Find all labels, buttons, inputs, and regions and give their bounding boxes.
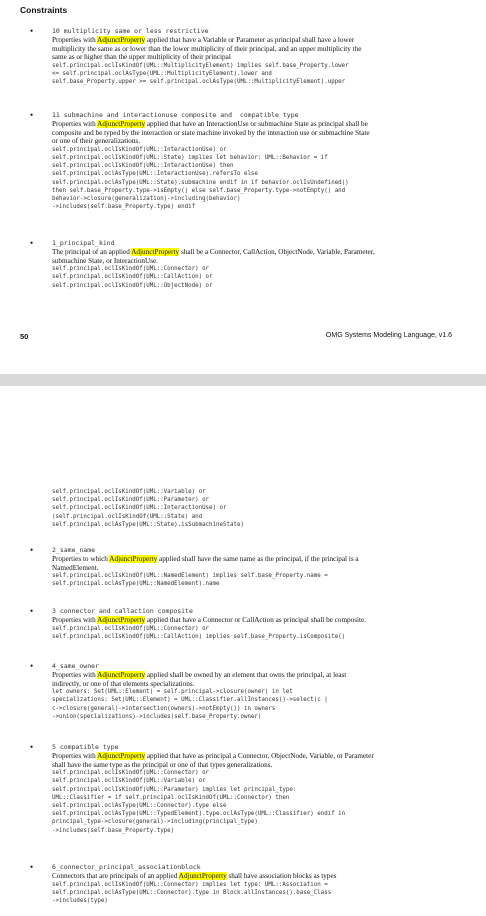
page-number: 50	[20, 332, 29, 341]
bullet: •	[30, 110, 34, 120]
bullet: •	[30, 606, 34, 616]
ocl-line: self.principal.oclAsType(UML::TypedElement).type.oclAsType(UML::Classifier) endif in	[52, 811, 346, 818]
description-line	[40, 564, 460, 573]
ocl-line: self.principal.oclIsKindOf(UML::Parameter) implies let principal_type:	[52, 786, 297, 793]
constraint-ocl	[40, 488, 460, 529]
ocl-line: ->union(specializations)->includes(self.base_Property.owner)	[52, 713, 262, 720]
description-line	[40, 761, 460, 770]
description-text: applied shall be owned by an element that owns the principal, at least	[145, 671, 347, 679]
description-line	[40, 137, 460, 146]
ocl-line: self.principal.oclIsKindOf(UML::Variable) or	[52, 778, 206, 785]
constraint-title: 10 multiplicity same or less restrictive	[52, 27, 209, 35]
ocl-line: (self.principal.oclIsKindOf(UML::State) and	[52, 513, 203, 520]
ocl-line: UML::Classifier = if self.principal.oclIsKindOf(UML::Connector) then	[52, 794, 290, 801]
constraint-ocl	[40, 265, 460, 290]
constraint-item	[30, 26, 460, 86]
description-line	[40, 872, 460, 881]
description-line	[40, 680, 460, 689]
highlighted-term: AdjunctProperty	[97, 752, 146, 760]
description-text: same as or higher than the upper multiplicity of their principal	[52, 53, 231, 62]
ocl-line: ->includes(type)	[52, 898, 108, 904]
constraint-ocl	[40, 146, 460, 212]
description-text: Properties with	[52, 671, 98, 679]
description-text: NamedElement.	[52, 563, 99, 572]
bullet: •	[30, 26, 34, 36]
constraint-item	[30, 606, 460, 641]
ocl-line: self.principal.oclIsKindOf(UML::NamedElement) implies self.base_Property.name =	[52, 573, 328, 580]
document-page-51	[0, 386, 486, 916]
ocl-line: behavior->closure(generalization)->including(behavior)	[52, 196, 241, 202]
highlighted-term: AdjunctProperty	[109, 555, 158, 563]
ocl-line: ->includes(self.base_Property.type) endif	[52, 204, 196, 211]
constraint-description	[40, 872, 460, 881]
ocl-line: self.principal.oclAsType(UML::State).submachine endif in if behavior.oclIsUndefined()	[52, 179, 349, 186]
ocl-line: self.principal.oclIsKindOf(UML::MultiplicityElement) implies self.base_Property.lower	[52, 62, 349, 69]
ocl-line: self.principal.oclIsKindOf(UML::Connector) or	[52, 625, 210, 632]
description-text: composite and be typed by the interaction or state machine invoked by the interaction use or submachine State	[52, 128, 370, 137]
description-text: The principal of an applied	[52, 248, 132, 256]
constraint-title: 4_same_owner	[52, 662, 99, 670]
description-text: applied shall have the same name as the principal, if the principal is a	[157, 555, 359, 563]
document-page-50	[0, 0, 486, 374]
ocl-line: self.principal.oclIsKindOf(UML::CallAction) or	[52, 274, 213, 281]
description-text: Properties with	[52, 36, 98, 44]
continued-ocl	[40, 488, 460, 529]
description-line	[40, 53, 460, 62]
description-line	[40, 36, 460, 45]
description-line	[40, 752, 460, 761]
ocl-line: self.principal.oclIsKindOf(UML::Connector) or	[52, 770, 210, 777]
description-line	[40, 129, 460, 138]
highlighted-term: AdjunctProperty	[131, 248, 180, 256]
description-text: applied that have a Variable or Parameter as principal shall have a lower	[145, 36, 355, 44]
constraint-description	[40, 752, 460, 769]
constraint-item	[30, 110, 460, 211]
description-text: submachine State, or InteractionUse.	[52, 256, 158, 265]
constraint-description	[40, 36, 460, 62]
description-line	[40, 248, 460, 257]
bullet: •	[30, 238, 34, 248]
description-text: shall have association blocks as types	[226, 872, 337, 880]
constraint-ocl	[40, 62, 460, 87]
constraint-description	[40, 248, 460, 265]
constraint-item	[30, 862, 460, 905]
ocl-line: then self.base_Property.type->isEmpty() else self.base_Property.type->notEmpty() and	[52, 187, 346, 194]
description-text: multiplicity the same as or lower than the lower multiplicity of their principal, and an upper multiplicity the	[52, 44, 362, 53]
constraint-ocl	[40, 625, 460, 641]
ocl-line: specializations: Set(UML::Element) = UML::Classifier.allInstances()->select(c |	[52, 697, 328, 704]
constraint-ocl	[40, 881, 460, 906]
highlighted-term: AdjunctProperty	[97, 36, 146, 44]
constraint-title: 2_same_name	[52, 546, 96, 554]
description-text: Properties with	[52, 120, 98, 128]
ocl-line: self.principal.oclIsKindOf(UML::Connector) implies let type: UML::Association =	[52, 881, 328, 888]
ocl-line: self.principal.oclAsType(UML::State).isSubmachineState)	[52, 521, 244, 528]
ocl-line: self.principal.oclIsKindOf(UML::InteractionUse) or	[52, 146, 227, 153]
constraint-description	[40, 555, 460, 572]
ocl-line: self.principal.oclIsKindOf(UML::Variable) or	[52, 489, 206, 495]
constraint-item	[30, 545, 460, 589]
bullet: •	[30, 742, 34, 752]
bullet: •	[30, 862, 34, 872]
ocl-line: self.principal.oclAsType(UML::Connector).type else	[52, 803, 227, 809]
description-text: shall be a Connector, CallAction, ObjectNode, Variable, Parameter,	[179, 248, 375, 256]
description-text: applied that have an InteractionUse or submachine State as principal shall be	[145, 120, 368, 128]
bullet: •	[30, 661, 34, 671]
constraint-title: 5 compatible type	[52, 743, 119, 751]
constraint-description	[40, 616, 460, 625]
constraint-description	[40, 120, 460, 146]
ocl-line: self.base_Property.upper >= self.principal.oclAsType(UML::MultiplicityElement).upper	[52, 79, 346, 86]
ocl-line: ->includes(self.base_Property.type)	[52, 827, 175, 834]
description-text: Properties to which	[52, 555, 110, 563]
description-text: Properties with	[52, 752, 98, 760]
constraint-title: 1_principal_kind	[52, 239, 115, 247]
ocl-line: principal_type->closure(general)->including(principal_type)	[52, 819, 258, 826]
ocl-line: self.principal.oclAsType(UML::NamedElement).name	[52, 581, 220, 588]
highlighted-term: AdjunctProperty	[97, 671, 146, 679]
constraint-ocl	[40, 688, 460, 721]
constraint-ocl	[40, 572, 460, 588]
description-text: indirectly, or one of that elements specializations.	[52, 679, 195, 688]
ocl-line: self.principal.oclAsType(UML::InteractionUse).refersTo else	[52, 171, 258, 178]
constraint-item	[30, 661, 460, 721]
constraint-item	[30, 238, 460, 290]
ocl-line: let owners: Set(UML::Element) = self.principal->closure(owner) in let	[52, 689, 293, 696]
highlighted-term: AdjunctProperty	[97, 616, 146, 624]
highlighted-term: AdjunctProperty	[97, 120, 146, 128]
section-heading: Constraints	[20, 5, 68, 15]
description-text: applied that have a Connector or CallAction as principal shall be composite.	[145, 616, 366, 624]
description-text: or one of their generalizations.	[52, 137, 141, 146]
bullet: •	[30, 545, 34, 555]
constraint-ocl	[40, 769, 460, 835]
description-text: applied that have as principal a Connector, ObjectNode, Variable, or Parameter	[145, 752, 374, 760]
description-text: Connectors that are principals of an applied	[52, 872, 179, 880]
constraint-description	[40, 671, 460, 688]
ocl-line: self.principal.oclIsKindOf(UML::ObjectNode) or	[52, 282, 213, 289]
ocl-line: <= self.principal.oclAsType(UML::MultiplicityElement).lower and	[52, 70, 272, 77]
ocl-line: c->closure(general)->intersection(owners)->notEmpty()) in owners	[52, 705, 276, 712]
description-line	[40, 257, 460, 266]
page-footer: OMG Systems Modeling Language, v1.6	[325, 332, 452, 339]
description-line	[40, 616, 460, 625]
ocl-line: self.principal.oclIsKindOf(UML::CallAction) implies self.base_Property.isComposite()	[52, 633, 346, 640]
ocl-line: self.principal.oclIsKindOf(UML::Parameter) or	[52, 497, 210, 504]
ocl-line: self.principal.oclAsType(UML::Connector).type in Block.allInstances().base_Class	[52, 889, 332, 896]
ocl-line: self.principal.oclIsKindOf(UML::InteractionUse) then	[52, 163, 234, 170]
description-line	[40, 45, 460, 54]
constraint-title: 11 submachine and interactionuse composite and compatible type	[52, 111, 299, 119]
description-line	[40, 671, 460, 680]
description-line	[40, 120, 460, 129]
highlighted-term: AdjunctProperty	[178, 872, 227, 880]
ocl-line: self.principal.oclIsKindOf(UML::State) implies let behavior: UML::Behavior = if	[52, 154, 328, 161]
description-line	[40, 555, 460, 564]
constraint-title: 3 connector and callaction composite	[52, 607, 193, 615]
constraint-item	[30, 742, 460, 835]
description-text: Properties with	[52, 616, 98, 624]
constraint-title: 6_connector_principal_associationblock	[52, 863, 201, 871]
ocl-line: self.principal.oclIsKindOf(UML::InteractionUse) or	[52, 505, 227, 512]
description-text: shall have the same type as the principal or one of that types generalizations.	[52, 760, 273, 769]
ocl-line: self.principal.oclIsKindOf(UML::Connector) or	[52, 266, 210, 273]
